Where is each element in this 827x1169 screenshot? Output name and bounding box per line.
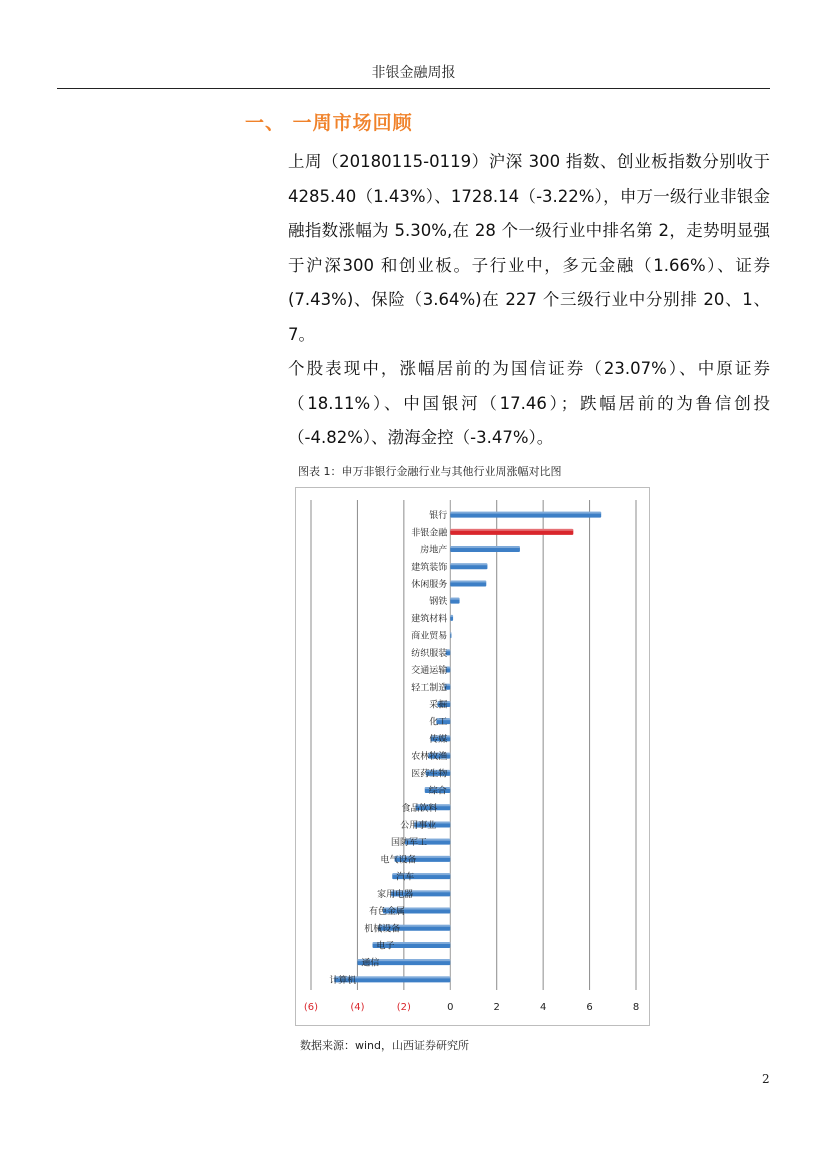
category-label: 轻工制造 [411, 683, 448, 694]
section-heading: 一、 一周市场回顾 [245, 112, 413, 134]
category-label: 银行 [429, 511, 448, 522]
category-label: 医药生物 [411, 769, 448, 780]
x-tick-label: (4) [350, 1002, 365, 1013]
category-label: 商业贸易 [411, 631, 448, 642]
category-label: 纺织服装 [411, 648, 448, 659]
category-label: 国防军工 [391, 838, 428, 849]
category-label: 采掘 [429, 700, 448, 711]
category-label: 房地产 [420, 545, 448, 556]
report-header-title: 非银金融周报 [371, 65, 456, 81]
category-label: 休闲服务 [411, 579, 448, 590]
x-tick-label: (6) [303, 1002, 319, 1013]
bar-shine [450, 512, 601, 514]
figure-caption: 图表 1：申万非银行金融行业与其他行业周涨幅对比图 [298, 465, 562, 478]
category-label: 交通运输 [411, 666, 448, 677]
paragraph-market-review: 上周（20180115-0119）沪深 300 指数、创业板指数分别收于 4285.40（1.43%）、1728.14（-3.22%），申万一级行业非银金融指数涨幅为 5.30%,在 28 个一级行业中排名第 2，走势明显强于沪深300 和创业板。子行业中，多元金融（1.66%）、证券(7.43%)、保险（3.64%)在 227 个三级行业中分别排 20、1、7。 [288, 152, 770, 344]
category-label: 传媒 [429, 734, 448, 745]
bar-shine [450, 529, 573, 531]
x-tick-label: 2 [493, 1002, 500, 1013]
chart-frame [295, 487, 650, 1026]
bar-shine [450, 546, 520, 548]
x-tick-label: (2) [396, 1002, 411, 1013]
category-label: 非银金融 [411, 528, 448, 539]
data-source-note: 数据来源：wind，山西证券研究所 [300, 1039, 470, 1052]
category-label: 食品饮料 [401, 803, 438, 814]
category-label: 电子 [376, 941, 395, 952]
category-label: 家用电器 [377, 889, 414, 900]
bar-shine [450, 598, 459, 600]
category-label: 汽车 [396, 872, 415, 883]
header-divider [57, 88, 770, 89]
paragraph-stock-performance: 个股表现中，涨幅居前的为国信证券（23.07%）、中原证券（18.11%）、中国银河（17.46）；跌幅居前的为鲁信创投（-4.82%）、渤海金控（-3.47%）。 [288, 359, 770, 447]
category-label: 计算机 [329, 975, 357, 986]
x-tick-label: 6 [586, 1002, 593, 1013]
x-tick-label: 0 [447, 1002, 454, 1013]
x-tick-label: 4 [539, 1002, 547, 1013]
x-tick-label: 8 [632, 1002, 640, 1013]
category-label: 综合 [428, 786, 447, 797]
category-label: 机械设备 [364, 924, 401, 935]
category-label: 建筑材料 [411, 614, 448, 625]
category-label: 有色金属 [368, 907, 405, 918]
bar-shine [450, 615, 453, 617]
bar-shine [450, 563, 487, 565]
category-label: 电气设备 [380, 855, 417, 866]
category-label: 通信 [361, 958, 380, 969]
category-label: 公用事业 [400, 820, 437, 831]
category-label: 钢铁 [429, 597, 448, 608]
category-label: 化工 [429, 717, 448, 728]
bar-shine [450, 580, 486, 582]
page-number: 2 [762, 1072, 770, 1086]
industry-weekly-change-chart [296, 488, 649, 1025]
paragraph-block [288, 145, 770, 456]
category-label: 建筑装饰 [411, 562, 448, 573]
category-label: 农林牧渔 [411, 752, 448, 763]
bar-shine [450, 632, 451, 634]
